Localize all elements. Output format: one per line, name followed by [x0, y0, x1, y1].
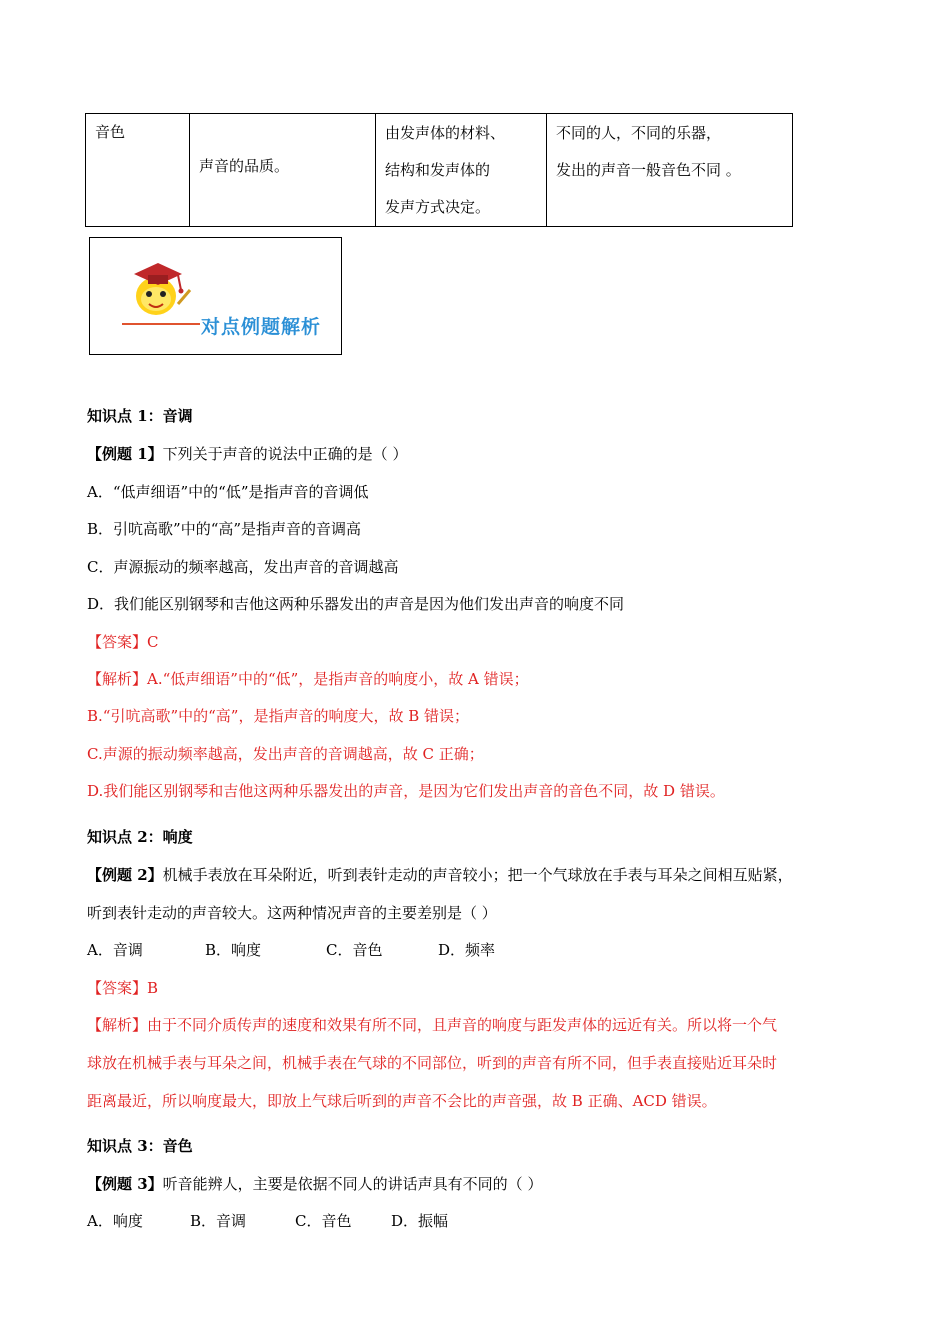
k1-option-c: C．声源振动的频率越高，发出声音的音调越高 — [87, 558, 399, 576]
k3-option-b: B．音调 — [190, 1212, 247, 1230]
k3-option-a: A．响度 — [87, 1212, 143, 1230]
k1-heading: 知识点 1：音调 — [87, 407, 193, 425]
k1-analysis-line: C.声源的振动频率越高，发出声音的音调越高，故 C 正确； — [87, 745, 484, 763]
k2-answer: 【答案】B — [87, 979, 159, 997]
section-banner — [89, 237, 342, 355]
k2-options — [87, 939, 495, 960]
k2-analysis-line: 距离最近，所以响度最大，即放上气球后听到的声音不会比的声音强，故 B 正确、ACD 错误。 — [87, 1092, 717, 1110]
factor-line: 结构和发声体的 — [385, 161, 491, 179]
k3-question-tag: 【例题 3】 — [87, 1175, 163, 1193]
k3-question-text: 听音能辨人，主要是依据不同人的讲话声具有不同的（ ） — [162, 1175, 543, 1193]
k2-analysis-line: 【解析】由于不同介质传声的速度和效果有所不同，且声音的响度与距发声体的远近有关。所以将一个气 — [87, 1016, 778, 1034]
banner-title: 对点例题解析 — [201, 316, 322, 338]
factor-line: 发声方式决定。 — [385, 198, 491, 216]
factor-line: 由发声体的材料、 — [385, 124, 506, 142]
example-line: 不同的人，不同的乐器， — [556, 124, 722, 142]
k1-question-text: 下列关于声音的说法中正确的是（ ） — [162, 445, 408, 463]
k1-option-a: A．“低声细语”中的“低”是指声音的音调低 — [87, 483, 369, 501]
k1-analysis-line: 【解析】A.“低声细语”中的“低”，是指声音的响度小，故 A 错误； — [87, 670, 529, 688]
k1-answer: 【答案】C — [87, 633, 159, 651]
table-cell-term — [86, 114, 190, 227]
k3-option-d: D．振幅 — [391, 1212, 449, 1230]
example-line: 发出的声音一般音色不同 。 — [556, 161, 741, 179]
k3-heading: 知识点 3：音色 — [87, 1137, 193, 1155]
k1-question-tag: 【例题 1】 — [87, 445, 163, 463]
k3-options — [87, 1210, 448, 1231]
k1-analysis-line: D.我们能区别钢琴和吉他这两种乐器发出的声音，是因为它们发出声音的音色不同，故 D 错误。 — [87, 782, 725, 800]
term-text: 音色 — [95, 123, 126, 141]
k2-heading: 知识点 2：响度 — [87, 828, 193, 846]
k2-option-a: A．音调 — [87, 941, 143, 959]
k2-analysis-line: 球放在机械手表与耳朵之间，机械手表在气球的不同部位，听到的声音有所不同，但手表直接贴近耳朵时 — [87, 1054, 778, 1072]
k2-question-text: 机械手表放在耳朵附近，听到表针走动的声音较小；把一个气球放在手表与耳朵之间相互贴紧， — [162, 866, 793, 884]
table-cell-example — [547, 114, 793, 227]
k2-option-c: C．音色 — [326, 941, 383, 959]
definition-text: 声音的品质。 — [199, 157, 290, 175]
k2-option-b: B．响度 — [205, 941, 262, 959]
k1-option-b: B．引吭高歌”中的“高”是指声音的音调高 — [87, 520, 362, 538]
k2-question — [87, 864, 793, 885]
k2-question-tag: 【例题 2】 — [87, 866, 163, 884]
property-table — [85, 113, 793, 227]
k1-analysis-line: B.“引吭高歌”中的“高”，是指声音的响度大，故 B 错误； — [87, 707, 470, 725]
k3-question — [87, 1173, 542, 1194]
table-cell-factor — [376, 114, 547, 227]
k1-option-d: D．我们能区别钢琴和吉他这两种乐器发出的声音是因为他们发出声音的响度不同 — [87, 595, 625, 613]
k3-option-c: C．音色 — [295, 1212, 352, 1230]
mascot-graduation-cap-icon — [116, 246, 196, 326]
banner-underline — [122, 323, 200, 325]
k2-question-cont: 听到表针走动的声音较大。这两种情况声音的主要差别是（ ） — [87, 904, 497, 922]
k1-question — [87, 443, 407, 464]
k2-option-d: D．频率 — [438, 941, 496, 959]
table-cell-definition — [190, 114, 376, 227]
